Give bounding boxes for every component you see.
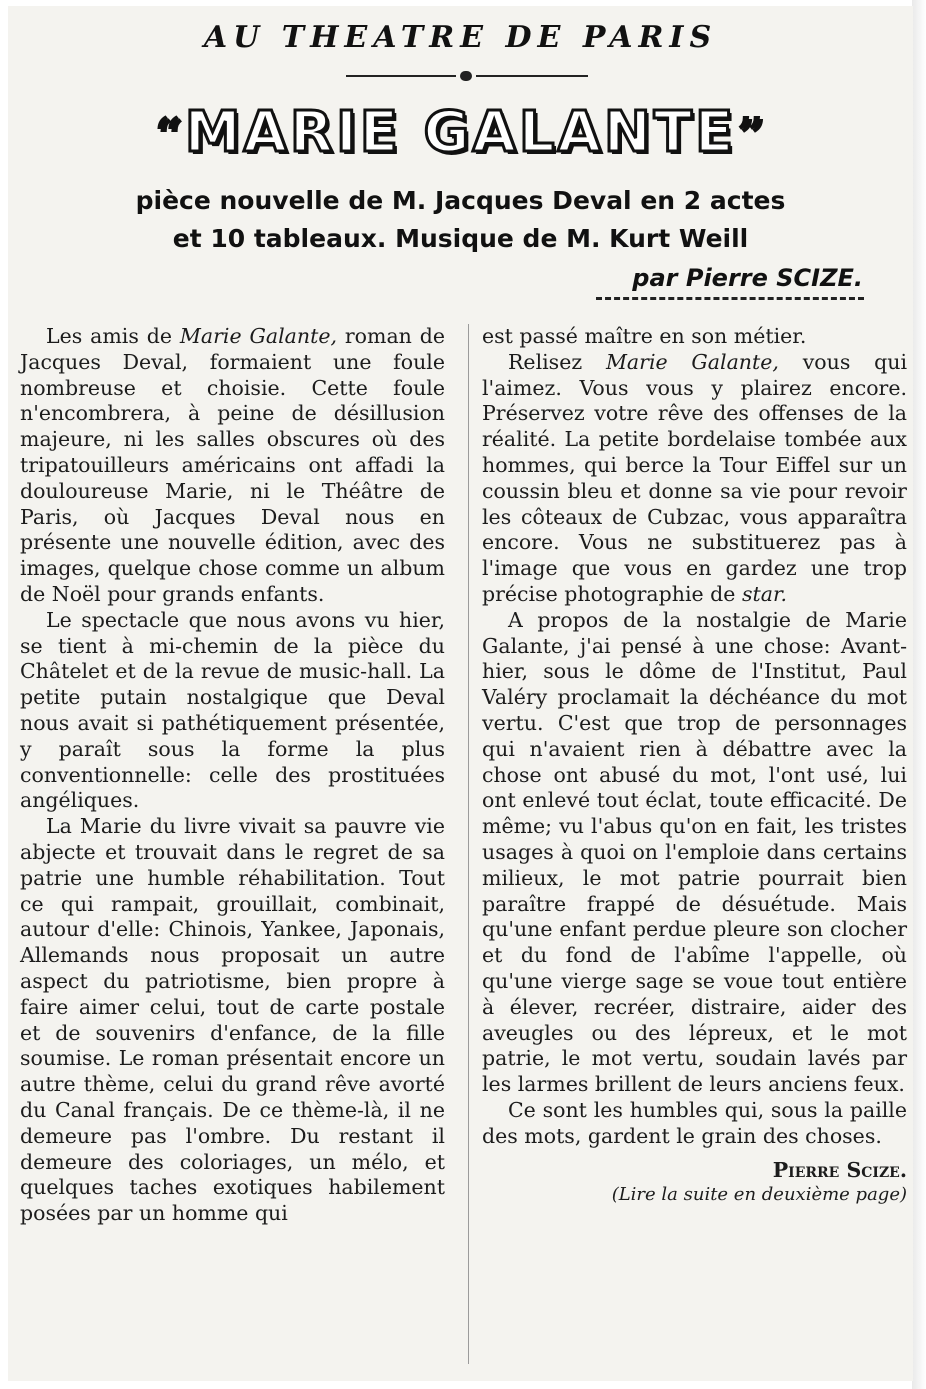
paragraph-text: vous qui l'aimez. Vous vous y plairez encore. Préservez votre rêve des offenses de la réalité. La petite bordelaise tombée aux hommes, qui berce la Tour Eiffel sur un coussin bleu et donne sa vie pour revoir les côteaux de Cubzac, vous apparaîtra encore. Vous ne substituerez pas à l'image que vous en gardez une trop précise photographie de: [482, 349, 908, 606]
paragraph: [482, 350, 907, 608]
page-edge: [912, 0, 926, 1389]
subtitle-line-2: et 10 tableaux. Musique de M. Kurt Weill: [172, 224, 749, 253]
ornament-divider: [346, 70, 588, 82]
column-divider: [468, 324, 469, 1364]
open-quote: “: [154, 107, 185, 163]
paragraph: Ce sont les humbles qui, sous la paille des mots, gardent le grain des choses.: [482, 1097, 907, 1148]
article-title: [8, 100, 913, 165]
author-signature: Pierre Scize.: [772, 1157, 907, 1182]
continuation-note: (Lire la suite en deuxième page): [611, 1184, 907, 1206]
section-heading: AU THEATRE DE PARIS: [203, 20, 718, 55]
paragraph-text: Les amis de: [46, 324, 180, 348]
newspaper-clipping: [8, 6, 913, 1381]
byline: par Pierre SCIZE.: [632, 264, 863, 292]
italic-title: Marie Galante,: [605, 349, 779, 374]
article-column-right: [482, 324, 907, 1207]
paragraph: A propos de la nostalgie de Marie Galante, j'ai pensé à une chose: Avant-hier, sous le dôme de l'Institut, Paul Valéry proclamait la déchéance du mot vertu. C'est que trop de personnages qui n'avaient rien à débattre avec la chose ont abusé du mot, l'ont usé, lui ont enlevé tout éclat, toute efficacité. De même; vu l'abus qu'on en fait, les tristes usages à quoi on l'emploie dans certains milieux, le mot patrie pourrait bien paraître frappé de désuétude. Mais qu'une enfant perdue pleure son clocher et du fond de l'abîme l'appelle, où qu'une vierge sage se voue tout entière à élever, recréer, distraire, aider des aveugles ou des lépreux, et le mot patrie, le mot vertu, soudain lavés par les larmes brillent de leurs anciens feux.: [482, 607, 907, 1097]
paragraph: [20, 324, 445, 608]
article-column-left: [20, 324, 445, 1227]
paragraph-text: roman de Jacques Deval, formaient une foule nombreuse et choisie. Cette foule n'encombrera, à peine de désillusion majeure, ni les salles obscures où des tripatouilleurs américains ont affadi la douloureuse Marie, ni le Théâtre de Paris, où Jacques Deval nous en présente une nouvelle édition, avec des images, quelque chose comme un album de Noël pour grands enfants.: [20, 324, 446, 606]
title-text: MARIE GALANTE: [184, 100, 737, 165]
paragraph-text: Relisez: [508, 349, 606, 374]
italic-title: Marie Galante,: [179, 324, 337, 348]
paragraph: La Marie du livre vivait sa pauvre vie abjecte et trouvait dans le regret de sa patrie une humble réhabilitation. Tout ce qui rampait, grouillait, combinait, autour d'elle: Chinois, Yankee, Japonais, Allemands nous proposait un autre aspect du patriotisme, bien propre à faire aimer celui, tout de carte postale et de souvenirs d'enfance, de la fille soumise. Le roman présentait encore un autre thème, celui du grand rêve avorté du Canal français. De ce thème-là, il ne demeure pas l'ombre. Du restant il demeure des coloriages, un mélo, et quelques taches exotiques habilement posées par un homme qui: [20, 814, 445, 1226]
italic-word: star.: [741, 581, 788, 606]
subtitle-line-1: pièce nouvelle de M. Jacques Deval en 2 actes: [135, 186, 786, 215]
paragraph-continuation: est passé maître en son métier.: [482, 324, 807, 348]
byline-rule: [596, 297, 864, 304]
paragraph: Le spectacle que nous avons vu hier, se tient à mi-chemin de la pièce du Châtelet et de la revue de music-hall. La petite putain nostalgique que Deval nous avait si pathétiquement présentée, y paraît sous la forme la plus conventionnelle: celle des prostituées angéliques.: [20, 607, 445, 813]
close-quote: ”: [736, 107, 767, 163]
